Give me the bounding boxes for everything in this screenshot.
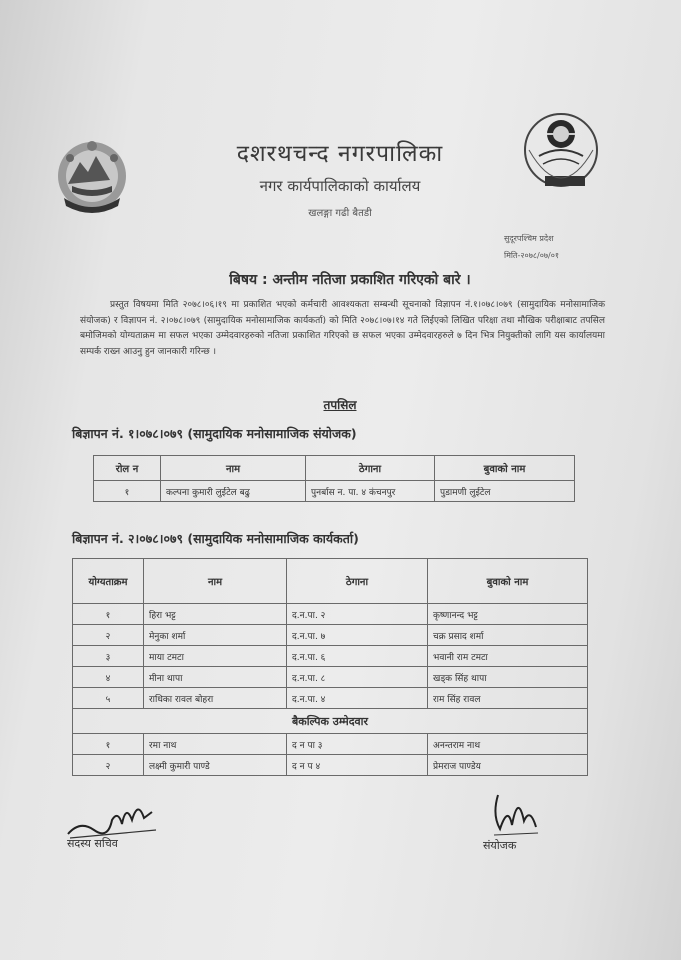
column-header: ठेगाना — [287, 559, 428, 604]
table-header-row — [94, 456, 575, 481]
table-cell: प्रेमराज पाण्डेय — [428, 755, 588, 776]
table-cell: भवानी राम टमटा — [428, 646, 588, 667]
table-cell: ४ — [73, 667, 144, 688]
table-cell: १ — [73, 604, 144, 625]
table-row — [94, 481, 575, 502]
table-cell: २ — [73, 755, 144, 776]
coordinator-signature — [478, 785, 548, 845]
advertisement-1-heading: बिज्ञापन नं. १।०७८।०७९ (सामुदायिक मनोसामाजिक संयोजक) — [72, 426, 357, 441]
table-row — [73, 646, 588, 667]
alternate-candidates-heading: बैकल्पिक उम्मेदवार — [73, 709, 588, 734]
advertisement-2-heading: बिज्ञापन नं. २।०७८।०७९ (सामुदायिक मनोसामाजिक कार्यकर्ता) — [72, 531, 359, 546]
table-cell: १ — [73, 734, 144, 755]
column-header: नाम — [161, 456, 306, 481]
table-cell: १ — [94, 481, 161, 502]
column-header: बुवाको नाम — [435, 456, 575, 481]
alternate-candidates-row — [73, 709, 588, 734]
table-cell: पुडामणी लुईटेल — [435, 481, 575, 502]
table-cell: माया टमटा — [144, 646, 287, 667]
subject-line: बिषय : अन्तीम नतिजा प्रकाशित गरिएको बारे । — [229, 272, 471, 288]
table-cell: हिरा भट्ट — [144, 604, 287, 625]
table-cell: द.न.पा. ६ — [287, 646, 428, 667]
nepal-emblem-icon — [50, 132, 134, 220]
table-cell: द.न.पा. २ — [287, 604, 428, 625]
table-header-row — [73, 559, 588, 604]
column-header: योग्यताक्रम — [73, 559, 144, 604]
notice-paragraph: प्रस्तुत विषयमा मिति २०७८।०६।१९ मा प्रकाशित भएको कर्मचारी आवश्यकता सम्बन्धी सूचनाको विज्ञापन नं.१।०७८।०७९ (सामुदायिक मनोसामाजिक संयोजक) र विज्ञापन नं. २।०७८।०७९ (सामुदायिक मनोसामाजिक कार्यकर्ता) को मिति २०७८।०७।१४ गते लिईएको लिखित परिक्षा तथा मौखिक परीक्षाबाट तपसिल बमोजिमको योग्यताक्रम मा सफल भएका उम्मेदवारहरुको नतिजा प्रकाशित गरिएको छ सफल भएका उम्मेदवारहरुले ७ दिन भित्र नियुक्तीको लागि यस कार्यालयमा सम्पर्क राख्न आउनु हुन जानकारी गरिन्छ । — [80, 300, 605, 357]
office-address: खलङ्गा गढी बैतडी — [308, 208, 372, 219]
table-cell: अनन्तराम नाथ — [428, 734, 588, 755]
advertisement-1-table — [93, 455, 575, 502]
advertisement-2-table — [72, 558, 588, 776]
table-cell: द.न.पा. ४ — [287, 688, 428, 709]
table-cell: राधिका रावल बोहरा — [144, 688, 287, 709]
table-cell: ५ — [73, 688, 144, 709]
table-cell: चक्र प्रसाद शर्मा — [428, 625, 588, 646]
table-row — [73, 625, 588, 646]
column-header: नाम — [144, 559, 287, 604]
table-cell: राम सिंह रावल — [428, 688, 588, 709]
table-cell: रमा नाथ — [144, 734, 287, 755]
table-cell: कल्पना कुमारी लुईटेल बढु — [161, 481, 306, 502]
table-cell: द न पा ३ — [287, 734, 428, 755]
table-cell: द.न.पा. ७ — [287, 625, 428, 646]
municipality-logo-icon — [515, 110, 615, 202]
table-cell: द न प ४ — [287, 755, 428, 776]
coordinator-label: संयोजक — [483, 839, 517, 852]
table-row — [73, 604, 588, 625]
details-heading: तपसिल — [323, 398, 357, 412]
table-cell: २ — [73, 625, 144, 646]
column-header: बुवाको नाम — [428, 559, 588, 604]
table-cell: मीना थापा — [144, 667, 287, 688]
office-name: नगर कार्यपालिकाको कार्यालय — [259, 177, 421, 195]
table-cell: मेनुका शर्मा — [144, 625, 287, 646]
date-line: मिति-२०७८/०७/०१ — [504, 251, 560, 260]
table-cell: ३ — [73, 646, 144, 667]
column-header: रोल न — [94, 456, 161, 481]
table-row — [73, 755, 588, 776]
table-cell: पुनर्बास न. पा. ४ कंचनपुर — [306, 481, 435, 502]
table-row — [73, 667, 588, 688]
table-cell: लक्ष्मी कुमारी पाण्डे — [144, 755, 287, 776]
province-name: सुदूरपश्चिम प्रदेश — [504, 234, 554, 243]
member-secretary-label: सदस्य सचिव — [67, 837, 118, 850]
table-cell: कृष्णानन्द भट्ट — [428, 604, 588, 625]
table-cell: द.न.पा. ८ — [287, 667, 428, 688]
table-row — [73, 688, 588, 709]
org-name: दशरथचन्द नगरपालिका — [236, 141, 444, 167]
table-row — [73, 734, 588, 755]
column-header: ठेगाना — [306, 456, 435, 481]
table-cell: खड्क सिंह थापा — [428, 667, 588, 688]
